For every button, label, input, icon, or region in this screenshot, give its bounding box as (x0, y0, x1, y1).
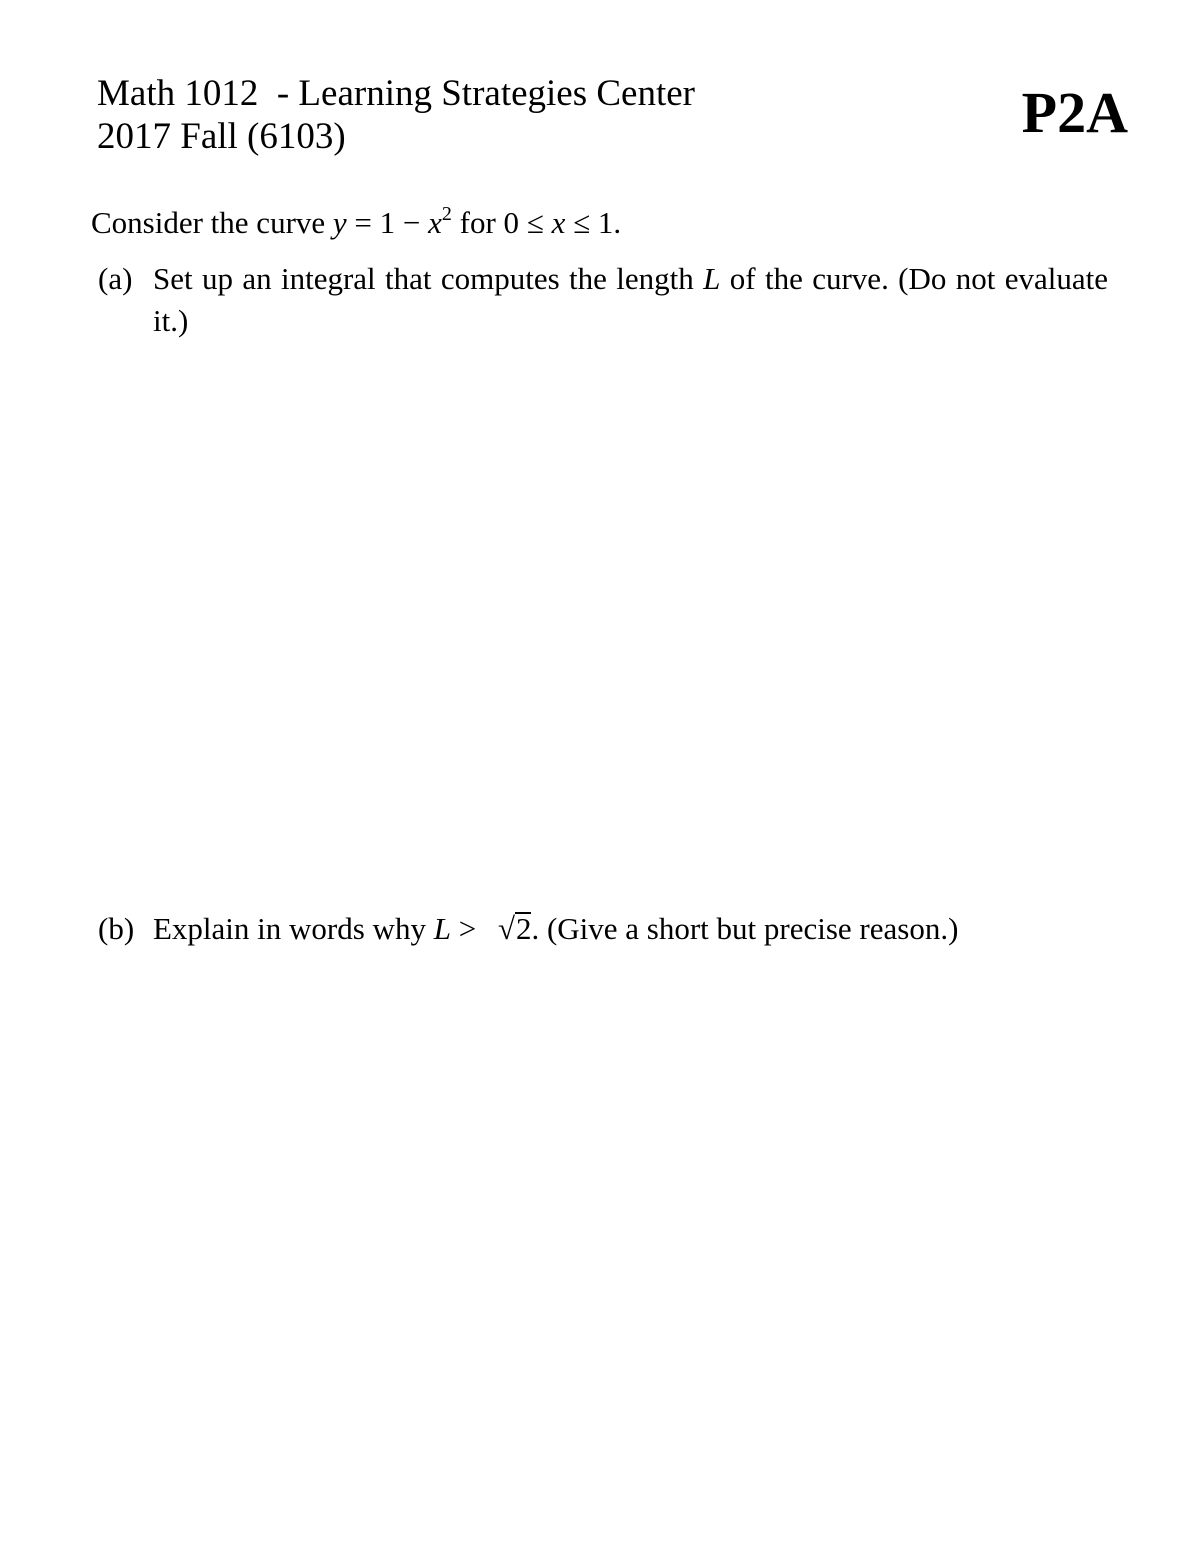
part-a (98, 258, 1108, 342)
part-b-text-before: Explain in words why (153, 911, 434, 946)
course-title: Math 1012 - Learning Strategies Center (97, 73, 695, 114)
part-a-text-after: of the curve. (Do not evaluate it.) (153, 261, 1109, 338)
term-label: 2017 Fall (6103) (97, 116, 346, 157)
sqrt-symbol: √ (497, 911, 515, 946)
problem-statement (91, 203, 621, 243)
radicand: 2 (515, 911, 532, 946)
document-header (97, 72, 695, 158)
problem-code: P2A (1021, 80, 1128, 145)
part-b-marker: (b) (98, 911, 135, 946)
intro-end: ≤ 1. (565, 205, 622, 240)
variable-L: L (433, 911, 451, 946)
intro-domain: for 0 ≤ (451, 205, 552, 240)
part-b (98, 908, 1108, 950)
part-a-text (153, 258, 1108, 342)
part-b-text-after: . (Give a short but precise reason.) (531, 911, 959, 946)
part-a-text-before: Set up an integral that computes the length (153, 261, 704, 296)
intro-equation: = 1 − (346, 205, 429, 240)
intro-prefix: Consider the curve (91, 205, 333, 240)
variable-L: L (703, 261, 721, 296)
variable-x: x (428, 205, 442, 240)
part-b-inequality: > (450, 911, 484, 946)
variable-y: y (332, 205, 347, 240)
square-root (498, 908, 532, 950)
exponent: 2 (441, 203, 452, 225)
part-a-marker: (a) (98, 261, 133, 296)
part-b-text (153, 908, 1108, 950)
variable-x-domain: x (551, 205, 566, 240)
